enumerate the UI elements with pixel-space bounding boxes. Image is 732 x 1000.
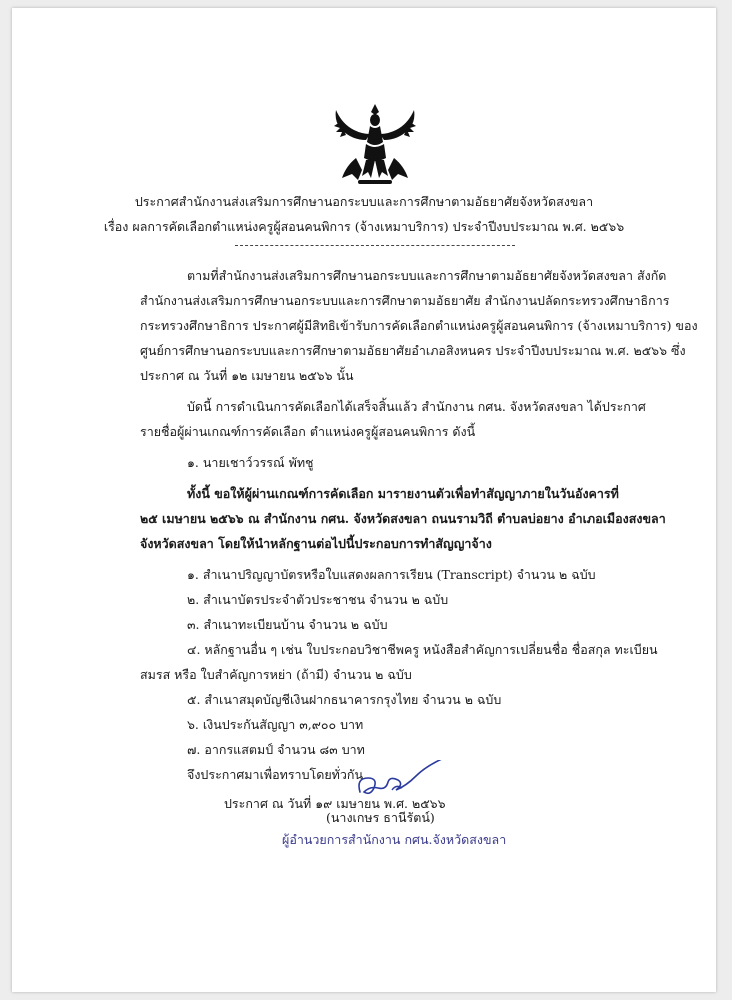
document-item-1: ๑. สำเนาปริญญาบัตรหรือใบแสดงผลการเรียน (Transcript) จำนวน ๒ ฉบับ [187,567,596,582]
title-line-2: เรื่อง ผลการคัดเลือกตำแหน่งครูผู้สอนคนพิการ (จ้างเหมาบริการ) ประจำปีงบประมาณ พ.ศ. ๒๕๖๖ [103,219,625,234]
para1-line-3: กระทรวงศึกษาธิการ ประกาศผู้มีสิทธิเข้ารับการคัดเลือกตำแหน่งครูผู้สอนคนพิการ (จ้างเหมาบริการ) ของ [140,318,698,333]
selected-candidate: ๑. นายเชาว์วรรณ์ พัทชู [187,455,314,470]
para2-line-2: รายชื่อผู้ผ่านเกณฑ์การคัดเลือก ตำแหน่งครูผู้สอนคนพิการ ดังนี้ [140,424,476,439]
title-line-1: ประกาศสำนักงานส่งเสริมการศึกษานอกระบบและการศึกษาตามอัธยาศัยจังหวัดสงขลา [134,194,594,209]
para1-line-4: ศูนย์การศึกษานอกระบบและการศึกษาตามอัธยาศัยอำเภอสิงหนคร ประจำปีงบประมาณ พ.ศ. ๒๕๖๖ ซึ่ง [140,343,686,358]
signer-position: ผู้อำนวยการสำนักงาน กศน.จังหวัดสงขลา [282,832,507,847]
document-item-5: ๕. สำเนาสมุดบัญชีเงินฝากธนาคารกรุงไทย จำนวน ๒ ฉบับ [187,692,502,707]
document-item-3: ๓. สำเนาทะเบียนบ้าน จำนวน ๒ ฉบับ [187,617,388,632]
document-item-4: ๔. หลักฐานอื่น ๆ เช่น ใบประกอบวิชาชีพครู หนังสือสำคัญการเปลี่ยนชื่อ ชื่อสกุล ทะเบียน [187,642,658,657]
document-item-4-cont: สมรส หรือ ใบสำคัญการหย่า (ถ้ามี) จำนวน ๒ ฉบับ [140,667,412,682]
announce-date: ประกาศ ณ วันที่ ๑๙ เมษายน พ.ศ. ๒๕๖๖ [224,796,446,811]
para3-line-1: ทั้งนี้ ขอให้ผู้ผ่านเกณฑ์การคัดเลือก มารายงานตัวเพื่อทำสัญญาภายในวันอังคารที่ [187,486,619,501]
para3-line-3: จังหวัดสงขลา โดยให้นำหลักฐานต่อไปนี้ประกอบการทำสัญญาจ้าง [140,536,492,551]
para1-line-5: ประกาศ ณ วันที่ ๑๒ เมษายน ๒๕๖๖ นั้น [140,368,354,383]
para3-line-2: ๒๕ เมษายน ๒๕๖๖ ณ สำนักงาน กศน. จังหวัดสงขลา ถนนรามวิถี ตำบลบ่อยาง อำเภอเมืองสงขลา [140,511,666,526]
signature-icon [352,760,452,805]
para2-line-1: บัดนี้ การดำเนินการคัดเลือกได้เสร็จสิ้นแล้ว สำนักงาน กศน. จังหวัดสงขลา ได้ประกาศ [187,399,646,414]
garuda-emblem-icon [330,100,420,188]
signer-name: (นางเกษร ธานีรัตน์) [326,810,435,825]
closing-statement: จึงประกาศมาเพื่อทราบโดยทั่วกัน [187,767,364,782]
para1-line-1: ตามที่สำนักงานส่งเสริมการศึกษานอกระบบและการศึกษาตามอัธยาศัยจังหวัดสงขลา สังกัด [187,268,667,283]
title-divider [235,245,515,246]
document-item-6: ๖. เงินประกันสัญญา ๓,๙๐๐ บาท [187,717,364,732]
document-item-2: ๒. สำเนาบัตรประจำตัวประชาชน จำนวน ๒ ฉบับ [187,592,449,607]
para1-line-2: สำนักงานส่งเสริมการศึกษานอกระบบและการศึกษาตามอัธยาศัย สำนักงานปลัดกระทรวงศึกษาธิการ [140,293,670,308]
document-item-7: ๗. อากรแสตมป์ จำนวน ๘๓ บาท [187,742,365,757]
